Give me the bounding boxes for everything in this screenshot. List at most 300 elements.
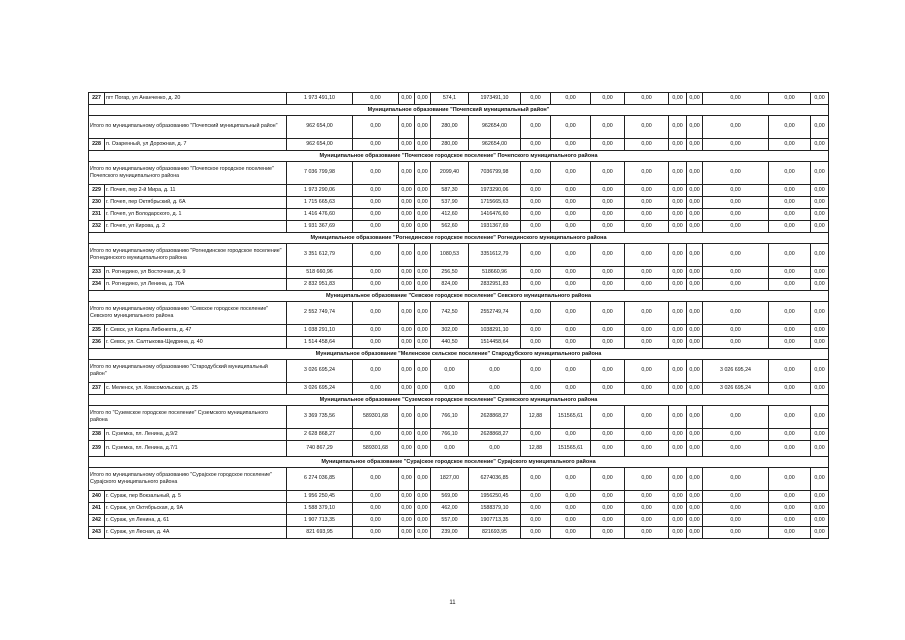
value-cell: 1931367,69 — [469, 221, 521, 233]
value-cell: 0,00 — [625, 139, 669, 151]
value-cell: 0,00 — [591, 527, 625, 539]
value-cell: 0,00 — [769, 491, 811, 503]
value-cell: 0,00 — [353, 93, 399, 105]
value-cell: 0,00 — [687, 360, 703, 383]
value-cell: 0,00 — [811, 515, 829, 527]
value-cell: 239,00 — [431, 527, 469, 539]
value-cell: 0,00 — [669, 221, 687, 233]
value-cell: 1 416 476,60 — [287, 209, 353, 221]
value-cell: 0,00 — [551, 503, 591, 515]
value-cell: 0,00 — [811, 209, 829, 221]
value-cell: 0,00 — [687, 527, 703, 539]
value-cell: 0,00 — [769, 503, 811, 515]
value-cell: 0,00 — [551, 197, 591, 209]
value-cell: 0,00 — [521, 527, 551, 539]
value-cell: 0,00 — [687, 93, 703, 105]
total-row — [89, 468, 829, 491]
value-cell: 0,00 — [769, 162, 811, 185]
address-cell: г. Севск, ул. Салтыкова-Щедрина, д. 40 — [105, 337, 287, 349]
value-cell: 0,00 — [703, 325, 769, 337]
value-cell: 821 693,95 — [287, 527, 353, 539]
row-number-cell: 233 — [89, 267, 105, 279]
value-cell: 962654,00 — [469, 139, 521, 151]
value-cell: 0,00 — [703, 197, 769, 209]
value-cell: 0,00 — [415, 429, 431, 441]
value-cell: 0,00 — [521, 383, 551, 395]
value-cell: 0,00 — [551, 491, 591, 503]
total-label: Итого по муниципальному образованию "Стародубский муниципальный район" — [89, 360, 287, 383]
value-cell: 0,00 — [353, 185, 399, 197]
value-cell: 0,00 — [551, 325, 591, 337]
value-cell: 0,00 — [415, 244, 431, 267]
section-title: Муниципальное образование "Меленское сельское поселение" Стародубского муниципального района — [89, 349, 829, 360]
value-cell: 12,88 — [521, 406, 551, 429]
table-row — [89, 221, 829, 233]
value-cell: 151565,61 — [551, 441, 591, 457]
value-cell: 0,00 — [399, 244, 415, 267]
value-cell: 0,00 — [521, 429, 551, 441]
value-cell: 0,00 — [551, 302, 591, 325]
total-row — [89, 406, 829, 429]
value-cell: 0,00 — [353, 267, 399, 279]
value-cell: 0,00 — [353, 491, 399, 503]
value-cell: 0,00 — [469, 441, 521, 457]
value-cell: 0,00 — [399, 527, 415, 539]
value-cell: 0,00 — [625, 302, 669, 325]
total-label: Итого по "Суземское городское поселение" Суземского муниципального района — [89, 406, 287, 429]
value-cell: 0,00 — [669, 116, 687, 139]
value-cell: 0,00 — [703, 185, 769, 197]
value-cell: 0,00 — [399, 221, 415, 233]
row-number-cell: 229 — [89, 185, 105, 197]
value-cell: 0,00 — [591, 221, 625, 233]
value-cell: 0,00 — [353, 429, 399, 441]
value-cell: 0,00 — [687, 279, 703, 291]
section-header-row — [89, 233, 829, 244]
value-cell: 0,00 — [769, 93, 811, 105]
value-cell: 0,00 — [769, 116, 811, 139]
value-cell: 0,00 — [551, 527, 591, 539]
section-title: Муниципальное образование "Сурајское городское поселение" Сурајского муниципального района — [89, 457, 829, 468]
value-cell: 0,00 — [591, 162, 625, 185]
value-cell: 537,90 — [431, 197, 469, 209]
value-cell: 740 867,29 — [287, 441, 353, 457]
row-number-cell: 228 — [89, 139, 105, 151]
address-cell: г. Почеп, пер Октябрьский, д. 6А — [105, 197, 287, 209]
address-cell: пгт Погар, ул Ананченко, д. 20 — [105, 93, 287, 105]
value-cell: 2 552 749,74 — [287, 302, 353, 325]
table-row — [89, 139, 829, 151]
row-number-cell: 239 — [89, 441, 105, 457]
value-cell: 1 931 367,69 — [287, 221, 353, 233]
value-cell: 0,00 — [415, 139, 431, 151]
value-cell: 0,00 — [551, 185, 591, 197]
total-label: Итого по муниципальному образованию "Почепское городское поселение" Почепского муниципального района — [89, 162, 287, 185]
value-cell: 0,00 — [811, 162, 829, 185]
table-row — [89, 325, 829, 337]
section-title: Муниципальное образование "Севское городское поселение" Севского муниципального района — [89, 291, 829, 302]
value-cell: 0,00 — [703, 244, 769, 267]
value-cell: 0,00 — [591, 185, 625, 197]
value-cell: 1 588 379,10 — [287, 503, 353, 515]
section-header-row — [89, 395, 829, 406]
value-cell: 0,00 — [687, 116, 703, 139]
value-cell: 1 514 458,64 — [287, 337, 353, 349]
table-row — [89, 279, 829, 291]
value-cell: 0,00 — [551, 468, 591, 491]
value-cell: 0,00 — [399, 162, 415, 185]
value-cell: 0,00 — [769, 244, 811, 267]
value-cell: 0,00 — [521, 185, 551, 197]
value-cell: 3 351 612,79 — [287, 244, 353, 267]
value-cell: 0,00 — [625, 185, 669, 197]
value-cell: 0,00 — [669, 325, 687, 337]
value-cell: 0,00 — [703, 491, 769, 503]
value-cell: 0,00 — [415, 116, 431, 139]
table-row — [89, 503, 829, 515]
value-cell: 462,00 — [431, 503, 469, 515]
value-cell: 0,00 — [625, 515, 669, 527]
address-cell: п. Рогнедино, ул Ленина, д. 70А — [105, 279, 287, 291]
value-cell: 0,00 — [811, 221, 829, 233]
row-number-cell: 234 — [89, 279, 105, 291]
value-cell: 0,00 — [399, 302, 415, 325]
value-cell: 0,00 — [521, 491, 551, 503]
value-cell: 0,00 — [551, 515, 591, 527]
value-cell: 0,00 — [431, 360, 469, 383]
value-cell: 0,00 — [769, 406, 811, 429]
value-cell: 0,00 — [625, 325, 669, 337]
row-number-cell: 235 — [89, 325, 105, 337]
value-cell: 1973491,10 — [469, 93, 521, 105]
value-cell: 0,00 — [353, 197, 399, 209]
value-cell: 0,00 — [591, 491, 625, 503]
value-cell: 0,00 — [591, 515, 625, 527]
value-cell: 742,50 — [431, 302, 469, 325]
value-cell: 0,00 — [551, 93, 591, 105]
value-cell: 1514458,64 — [469, 337, 521, 349]
value-cell: 0,00 — [625, 429, 669, 441]
value-cell: 0,00 — [521, 116, 551, 139]
value-cell: 2099,40 — [431, 162, 469, 185]
value-cell: 0,00 — [399, 209, 415, 221]
value-cell: 0,00 — [521, 209, 551, 221]
address-cell: г. Почеп, ул Володарского, д. 1 — [105, 209, 287, 221]
value-cell: 0,00 — [687, 515, 703, 527]
value-cell: 0,00 — [687, 491, 703, 503]
row-number-cell: 241 — [89, 503, 105, 515]
value-cell: 1715665,63 — [469, 197, 521, 209]
address-cell: п. Озаренный, ул Дорожная, д. 7 — [105, 139, 287, 151]
value-cell: 0,00 — [811, 267, 829, 279]
value-cell: 1 907 713,35 — [287, 515, 353, 527]
value-cell: 0,00 — [703, 209, 769, 221]
value-cell: 0,00 — [703, 406, 769, 429]
value-cell: 0,00 — [669, 162, 687, 185]
value-cell: 0,00 — [551, 116, 591, 139]
total-row — [89, 360, 829, 383]
value-cell: 0,00 — [399, 441, 415, 457]
value-cell: 151565,61 — [551, 406, 591, 429]
value-cell: 962 654,00 — [287, 116, 353, 139]
value-cell: 0,00 — [399, 515, 415, 527]
value-cell: 0,00 — [625, 406, 669, 429]
value-cell: 280,00 — [431, 139, 469, 151]
value-cell: 0,00 — [769, 468, 811, 491]
value-cell: 2628868,27 — [469, 406, 521, 429]
table-row — [89, 491, 829, 503]
value-cell: 1907713,35 — [469, 515, 521, 527]
address-cell: п. Суземка, пл. Ленина, д.9/2 — [105, 429, 287, 441]
value-cell: 0,00 — [353, 503, 399, 515]
value-cell: 0,00 — [769, 302, 811, 325]
section-header-row — [89, 105, 829, 116]
value-cell: 0,00 — [769, 279, 811, 291]
value-cell: 0,00 — [591, 503, 625, 515]
value-cell: 0,00 — [591, 244, 625, 267]
row-number-cell: 238 — [89, 429, 105, 441]
value-cell: 0,00 — [625, 337, 669, 349]
value-cell: 0,00 — [415, 441, 431, 457]
value-cell: 0,00 — [687, 139, 703, 151]
value-cell: 2832951,83 — [469, 279, 521, 291]
value-cell: 0,00 — [399, 197, 415, 209]
value-cell: 0,00 — [703, 503, 769, 515]
value-cell: 0,00 — [399, 406, 415, 429]
value-cell: 0,00 — [769, 325, 811, 337]
value-cell: 1973290,06 — [469, 185, 521, 197]
section-header-row — [89, 457, 829, 468]
value-cell: 0,00 — [769, 221, 811, 233]
value-cell: 589301,68 — [353, 441, 399, 457]
value-cell: 412,60 — [431, 209, 469, 221]
value-cell: 0,00 — [551, 244, 591, 267]
value-cell: 518660,96 — [469, 267, 521, 279]
value-cell: 0,00 — [415, 527, 431, 539]
table-row — [89, 337, 829, 349]
value-cell: 0,00 — [399, 93, 415, 105]
register-sheet — [88, 92, 829, 539]
value-cell: 0,00 — [591, 406, 625, 429]
table-row — [89, 527, 829, 539]
value-cell: 0,00 — [769, 527, 811, 539]
value-cell: 0,00 — [353, 325, 399, 337]
value-cell: 2628868,27 — [469, 429, 521, 441]
value-cell: 0,00 — [811, 429, 829, 441]
value-cell: 0,00 — [769, 360, 811, 383]
value-cell: 6274036,85 — [469, 468, 521, 491]
value-cell: 0,00 — [353, 302, 399, 325]
value-cell: 3 026 695,24 — [287, 383, 353, 395]
value-cell: 0,00 — [399, 360, 415, 383]
value-cell: 0,00 — [703, 139, 769, 151]
value-cell: 0,00 — [811, 244, 829, 267]
value-cell: 0,00 — [669, 383, 687, 395]
value-cell: 7036799,98 — [469, 162, 521, 185]
value-cell: 0,00 — [669, 209, 687, 221]
value-cell: 0,00 — [687, 209, 703, 221]
total-row — [89, 302, 829, 325]
value-cell: 557,00 — [431, 515, 469, 527]
section-header-row — [89, 349, 829, 360]
value-cell: 1 715 665,63 — [287, 197, 353, 209]
value-cell: 0,00 — [669, 337, 687, 349]
value-cell: 0,00 — [625, 491, 669, 503]
value-cell: 0,00 — [703, 93, 769, 105]
value-cell: 0,00 — [625, 209, 669, 221]
value-cell: 0,00 — [591, 383, 625, 395]
row-number-cell: 231 — [89, 209, 105, 221]
value-cell: 0,00 — [521, 244, 551, 267]
value-cell: 0,00 — [591, 93, 625, 105]
value-cell: 0,00 — [431, 441, 469, 457]
value-cell: 440,50 — [431, 337, 469, 349]
value-cell: 0,00 — [415, 383, 431, 395]
value-cell: 0,00 — [521, 302, 551, 325]
value-cell: 0,00 — [591, 279, 625, 291]
value-cell: 0,00 — [811, 325, 829, 337]
value-cell: 0,00 — [625, 468, 669, 491]
value-cell: 0,00 — [521, 267, 551, 279]
value-cell: 0,00 — [353, 209, 399, 221]
value-cell: 1 973 491,10 — [287, 93, 353, 105]
value-cell: 0,00 — [353, 360, 399, 383]
value-cell: 0,00 — [625, 383, 669, 395]
value-cell: 0,00 — [353, 162, 399, 185]
section-header-row — [89, 291, 829, 302]
value-cell: 0,00 — [669, 139, 687, 151]
value-cell: 0,00 — [669, 302, 687, 325]
value-cell: 0,00 — [811, 406, 829, 429]
value-cell: 0,00 — [703, 221, 769, 233]
value-cell: 766,10 — [431, 429, 469, 441]
value-cell: 0,00 — [811, 503, 829, 515]
value-cell: 0,00 — [521, 468, 551, 491]
value-cell: 0,00 — [625, 360, 669, 383]
value-cell: 0,00 — [399, 383, 415, 395]
value-cell: 0,00 — [521, 337, 551, 349]
value-cell: 0,00 — [551, 360, 591, 383]
value-cell: 0,00 — [591, 197, 625, 209]
total-label: Итого по муниципальному образованию "Рогнединское городское поселение" Рогнединского муниципального района — [89, 244, 287, 267]
value-cell: 3 026 695,24 — [703, 383, 769, 395]
total-label: Итого по муниципальному образованию "Сурајское городское поселение" Сурајского муниципального района — [89, 468, 287, 491]
value-cell: 0,00 — [415, 221, 431, 233]
value-cell: 0,00 — [769, 383, 811, 395]
value-cell: 0,00 — [687, 503, 703, 515]
value-cell: 0,00 — [769, 267, 811, 279]
value-cell: 0,00 — [703, 279, 769, 291]
value-cell: 0,00 — [811, 197, 829, 209]
value-cell: 0,00 — [669, 360, 687, 383]
value-cell: 0,00 — [811, 302, 829, 325]
value-cell: 0,00 — [399, 279, 415, 291]
value-cell: 0,00 — [687, 221, 703, 233]
value-cell: 0,00 — [625, 162, 669, 185]
address-cell: г. Почеп, пер 2-й Мира, д. 11 — [105, 185, 287, 197]
value-cell: 0,00 — [399, 503, 415, 515]
value-cell: 0,00 — [669, 515, 687, 527]
value-cell: 0,00 — [551, 267, 591, 279]
value-cell: 0,00 — [769, 209, 811, 221]
value-cell: 0,00 — [415, 279, 431, 291]
value-cell: 0,00 — [353, 244, 399, 267]
value-cell: 0,00 — [353, 527, 399, 539]
value-cell: 0,00 — [551, 162, 591, 185]
value-cell: 7 036 799,98 — [287, 162, 353, 185]
value-cell: 0,00 — [399, 139, 415, 151]
value-cell: 0,00 — [687, 429, 703, 441]
value-cell: 0,00 — [415, 468, 431, 491]
value-cell: 824,00 — [431, 279, 469, 291]
register-body — [89, 93, 829, 539]
value-cell: 0,00 — [415, 515, 431, 527]
value-cell: 0,00 — [591, 429, 625, 441]
value-cell: 0,00 — [703, 441, 769, 457]
value-cell: 0,00 — [703, 429, 769, 441]
section-title: Муниципальное образование "Почепское городское поселение" Почепского муниципального района — [89, 151, 829, 162]
address-cell: п. Суземка, пл. Ленина, д.7/1 — [105, 441, 287, 457]
row-number-cell: 240 — [89, 491, 105, 503]
value-cell: 0,00 — [591, 337, 625, 349]
value-cell: 0,00 — [551, 383, 591, 395]
value-cell: 1080,53 — [431, 244, 469, 267]
value-cell: 0,00 — [415, 267, 431, 279]
section-header-row — [89, 151, 829, 162]
value-cell: 0,00 — [415, 325, 431, 337]
value-cell: 3 369 735,56 — [287, 406, 353, 429]
value-cell: 0,00 — [769, 429, 811, 441]
section-title: Муниципальное образование "Суземское городское поселение" Суземского муниципального района — [89, 395, 829, 406]
value-cell: 0,00 — [551, 209, 591, 221]
value-cell: 0,00 — [521, 221, 551, 233]
value-cell: 0,00 — [551, 139, 591, 151]
value-cell: 0,00 — [703, 116, 769, 139]
table-row — [89, 515, 829, 527]
table-row — [89, 197, 829, 209]
value-cell: 0,00 — [669, 185, 687, 197]
total-row — [89, 244, 829, 267]
value-cell: 0,00 — [669, 267, 687, 279]
value-cell: 0,00 — [687, 406, 703, 429]
value-cell: 766,10 — [431, 406, 469, 429]
value-cell: 0,00 — [811, 441, 829, 457]
value-cell: 0,00 — [625, 93, 669, 105]
address-cell: г. Севск, ул Карла Либкнехта, д. 47 — [105, 325, 287, 337]
value-cell: 589301,68 — [353, 406, 399, 429]
value-cell: 0,00 — [521, 162, 551, 185]
value-cell: 0,00 — [415, 302, 431, 325]
value-cell: 0,00 — [591, 360, 625, 383]
value-cell: 1038291,10 — [469, 325, 521, 337]
value-cell: 0,00 — [353, 221, 399, 233]
value-cell: 0,00 — [353, 279, 399, 291]
value-cell: 0,00 — [551, 337, 591, 349]
value-cell: 0,00 — [353, 337, 399, 349]
value-cell: 256,50 — [431, 267, 469, 279]
value-cell: 2552749,74 — [469, 302, 521, 325]
value-cell: 0,00 — [415, 197, 431, 209]
value-cell: 0,00 — [811, 491, 829, 503]
row-number-cell: 237 — [89, 383, 105, 395]
value-cell: 0,00 — [811, 527, 829, 539]
address-cell: г. Сураж, ул Ленина, д. 61 — [105, 515, 287, 527]
value-cell: 0,00 — [353, 515, 399, 527]
value-cell: 280,00 — [431, 116, 469, 139]
value-cell: 0,00 — [769, 139, 811, 151]
value-cell: 0,00 — [591, 267, 625, 279]
value-cell: 0,00 — [703, 527, 769, 539]
